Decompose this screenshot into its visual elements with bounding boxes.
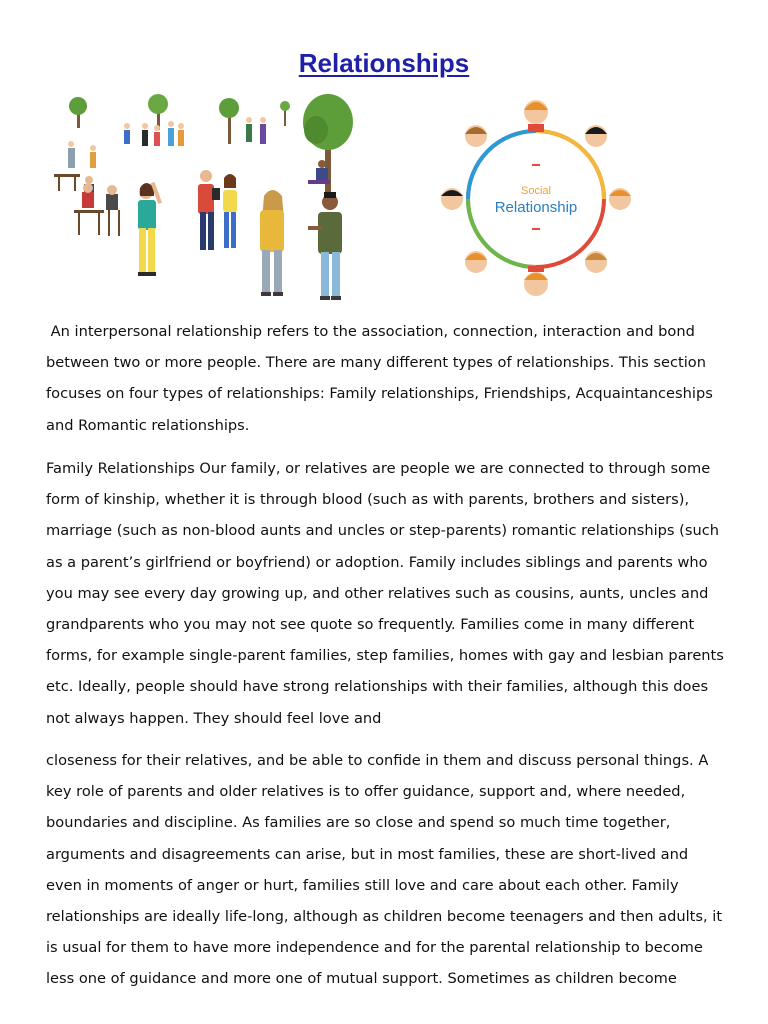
- tree-icon: [148, 94, 168, 130]
- face-icon: [441, 188, 463, 210]
- woman-talking-figure: [260, 190, 284, 296]
- face-icon: [585, 251, 607, 273]
- face-icon: [609, 188, 631, 210]
- people-socializing-illustration: [46, 92, 386, 307]
- tree-icon: [69, 97, 87, 128]
- man-talking-figure: [308, 192, 342, 300]
- face-icon: [585, 125, 607, 147]
- family-relationships-continued-paragraph: closeness for their relatives, and be able to confide in them and discuss personal things. A key role of parents and older relatives is to offer guidance, support and, where needed, boundaries and discipline. As families are so close and spend so much time together, arguments and disagreements can arise, but in most families, these are short-lived and even in moments of anger or hurt, families still love and care about each other. Family relationships are ideally life-long, although as children become teenagers and then adults, it is usual for them to have more independence and for the parental relationship to become less one of guidance and more one of mutual support. Sometimes as children become: [46, 752, 723, 988]
- ring-title-large: Relationship: [494, 199, 578, 216]
- social-relationship-ring-illustration: [436, 94, 636, 304]
- face-icon: [524, 100, 548, 132]
- intro-paragraph: An interpersonal relationship refers to the association, connection, interaction and bond between two or more people. There are many different types of relationships. This section focuses on four types of relationships: Family relationships, Friendships, Acquaintanceships and Romantic relationships.: [46, 323, 718, 434]
- face-icon: [524, 266, 548, 296]
- tree-icon: [219, 98, 239, 144]
- face-icon: [465, 125, 487, 147]
- face-icon: [465, 251, 487, 273]
- ring-title-small: Social: [521, 185, 551, 197]
- couple-walking-figure: [198, 170, 237, 250]
- woman-waving-figure: [138, 182, 162, 276]
- tree-icon: [280, 101, 290, 126]
- page-title: Relationships: [298, 48, 470, 78]
- family-relationships-paragraph: Family Relationships Our family, or relatives are people we are connected to through some form of kinship, whether it is through blood (such as with parents, brothers and sisters), marriage (such as non-blood aunts and uncles or step-parents) romantic relationships (such as a parent’s girlfriend or boyfriend) or adoption. Family includes siblings and parents who you may see every day growing up, and other relatives such as cousins, aunts, uncles and grandparents who you may not see quote so frequently. Families come in many different forms, for example single-parent families, step families, homes with gay and lesbian parents etc. Ideally, people should have strong relationships with their families, although this does not always happen. They should feel love and: [46, 460, 724, 727]
